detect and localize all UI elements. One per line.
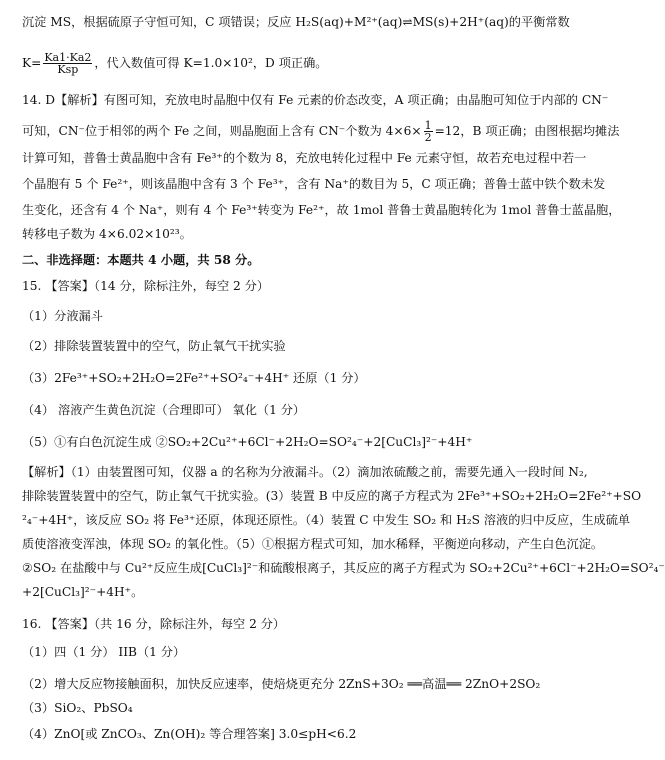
q15-explain-2: 排除装置装置中的空气，防止氧气干扰实验。(3）装置 B 中反应的离子方程式为 2Fe³⁺+SO₂+2H₂O=2Fe²⁺+SO [22, 489, 642, 503]
q15-explain-4: 质使溶液变浑浊，体现 SO₂ 的氧化性。（5）①根据方程式可知，加水稀释，平衡逆向移动，产生白色沉淀。 [22, 537, 604, 551]
q15-answer-2: （2）排除装置装置中的空气，防止氧气干扰实验 [22, 339, 286, 353]
p13-line1: 沉淀 MS，根据硫原子守恒可知，C 项错误；反应 H₂S(aq)+M²⁺(aq)⇌MS(s)+2H⁺(aq)的平衡常数 [22, 15, 570, 29]
q15-explain-3: ²₄⁻+4H⁺，该反应 SO₂ 将 Fe³⁺还原，体现还原性。（4）装置 C 中发生 SO₂ 和 H₂S 溶液的归中反应，生成硫单 [22, 513, 631, 527]
q15-explain-1: 【解析】（1）由装置图可知，仪器 a 的名称为分液漏斗。（2）滴加浓硫酸之前，需要先通入一段时间 N₂, [22, 465, 588, 479]
k-frac-den: Ksp [57, 63, 79, 76]
k-fraction [43, 52, 92, 75]
p14-line2 [22, 120, 619, 143]
p14-line4: 个晶胞有 5 个 Fe²⁺，则该晶胞中含有 3 个 Fe³⁺，含有 Na⁺的数目为 5，C 项正确；普鲁士蓝中铁个数未发 [22, 177, 606, 191]
p13-line2-suffix: ，代入数值可得 K=1.0×10²，D 项正确。 [94, 56, 328, 70]
q15-head: 15. 【答案】（14 分，除标注外，每空 2 分） [22, 279, 270, 293]
p14-line2b: =12，B 项正确；由图根据均摊法 [434, 124, 620, 138]
q15-explain-6: +2[CuCl₃]²⁻+4H⁺。 [22, 585, 144, 599]
q16-answer-1: （1）四（1 分） IIB（1 分） [22, 645, 186, 659]
k-label: K= [22, 56, 42, 70]
q16-answer-4: （4）ZnO[或 ZnCO₃、Zn(OH)₂ 等合理答案] 3.0≤pH<6.2 [22, 727, 357, 741]
p13-line2 [22, 52, 327, 75]
q16-answer-3: （3）SiO₂、PbSO₄ [22, 701, 133, 715]
p14-frac-num: 1 [424, 119, 432, 132]
p14-line1: 14. D【解析】有图可知，充放电时晶胞中仅有 Fe 元素的价态改变，A 项正确；由晶胞可知位于内部的 CN⁻ [22, 93, 609, 107]
p14-frac-den: 2 [424, 131, 432, 144]
p14-line5: 生变化，还含有 4 个 Na⁺，则有 4 个 Fe³⁺转变为 Fe²⁺，故 1mol 普鲁士黄晶胞转化为 1mol 普鲁士蓝晶胞， [22, 203, 621, 217]
q15-answer-4: （4） 溶液产生黄色沉淀（合理即可） 氧化（1 分） [22, 403, 306, 417]
p14-line6: 转移电子数为 4×6.02×10²³。 [22, 227, 192, 241]
q16-head: 16. 【答案】（共 16 分，除标注外，每空 2 分） [22, 617, 286, 631]
q16-answer-2: （2）增大反应物接触面积，加快反应速率，使焙烧更充分 2ZnS+3O₂ ══高温══ 2ZnO+2SO₂ [22, 677, 541, 691]
q15-explain-5: ②SO₂ 在盐酸中与 Cu²⁺反应生成[CuCl₃]²⁻和硫酸根离子，其反应的离子方程式为 SO₂+2Cu²⁺+6Cl⁻+2H₂O=SO²₄⁻ [22, 561, 665, 575]
k-frac-num: Ka1·Ka2 [44, 51, 92, 64]
section2-title: 二、非选择题：本题共 4 小题，共 58 分。 [22, 253, 260, 267]
q15-answer-3: （3）2Fe³⁺+SO₂+2H₂O=2Fe²⁺+SO²₄⁻+4H⁺ 还原（1 分） [22, 371, 366, 385]
p14-line2a: 可知，CN⁻位于相邻的两个 Fe 之间，则晶胞面上含有 CN⁻个数为 4×6× [22, 124, 422, 138]
p14-line3: 计算可知，普鲁士黄晶胞中含有 Fe³⁺的个数为 8，充放电转化过程中 Fe 元素守恒，故若充电过程中若一 [22, 151, 587, 165]
p14-fraction [424, 120, 433, 143]
q15-answer-5: （5）①有白色沉淀生成 ②SO₂+2Cu²⁺+6Cl⁻+2H₂O=SO²₄⁻+2[CuCl₃]²⁻+4H⁺ [22, 435, 473, 449]
q15-answer-1: （1）分液漏斗 [22, 309, 103, 323]
